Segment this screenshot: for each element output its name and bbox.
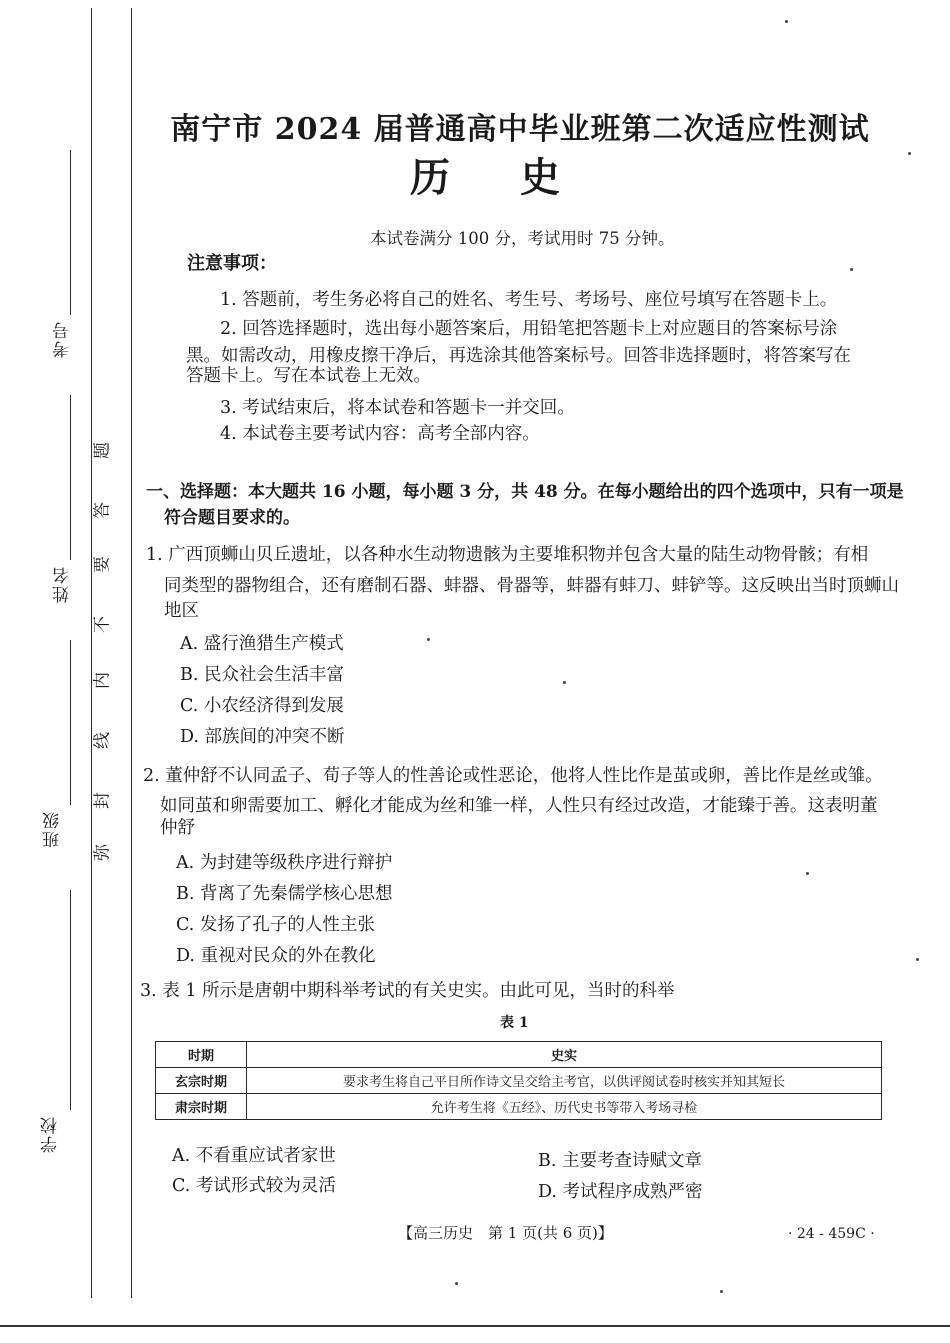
table-cell: 玄宗时期 [156,1068,247,1094]
seal-char: 题 [92,442,113,459]
option-a: A. 盛行渔猎生产模式 [180,634,344,654]
option-b: B. 背离了先秦儒学核心思想 [176,884,393,904]
scan-speck [785,20,788,23]
class-label: 班级 [43,810,63,848]
question-stem: 3. 表 1 所示是唐朝中期科举考试的有关史实。由此可见，当时的科举 [140,981,675,1001]
page-footer: 【高三历史 第 1 页(共 6 页)】 [398,1224,613,1242]
question-stem: 仲舒 [160,818,195,838]
notice-item: 3. 考试结束后，将本试卷和答题卡一并交回。 [220,398,575,418]
table-cell: 肃宗时期 [156,1094,247,1120]
table-caption: 表 1 [500,1015,529,1031]
option-a: A. 不看重应试者家世 [172,1146,336,1166]
table-header-row [156,1042,882,1068]
exam-no-label: 考号 [53,320,73,358]
seal-char: 线 [92,732,113,749]
option-d: D. 部族间的冲突不断 [180,727,345,747]
seal-char: 答 [92,502,113,519]
question-stem: 2. 董仲舒不认同孟子、荀子等人的性善论或性恶论，他将人性比作是茧或卵，善比作是丝或雏。 [143,766,883,786]
question-stem: 1. 广西顶蛳山贝丘遗址，以各种水生动物遗骸为主要堆积物并包含大量的陆生动物骨骸；有相 [146,545,869,565]
table-row [156,1068,882,1094]
question-stem: 同类型的器物组合，还有磨制石器、蚌器、骨器等，蚌器有蚌刀、蚌铲等。这反映出当时顶蛳山 [164,576,899,596]
option-b: B. 主要考查诗赋文章 [538,1151,702,1171]
seal-char: 封 [92,792,113,809]
scan-speck [427,638,430,641]
scan-speck [563,681,566,684]
notice-item: 1. 答题前，考生务必将自己的姓名、考生号、考场号、座位号填写在答题卡上。 [220,290,838,310]
seal-char: 弥 [92,844,113,861]
question-stem: 地区 [164,601,199,621]
scan-edge [0,1325,950,1327]
history-table [155,1041,882,1120]
seal-char: 内 [92,672,113,689]
seal-char: 要 [92,556,113,573]
scan-speck [908,152,911,155]
option-d: D. 考试程序成熟严密 [538,1182,703,1202]
option-c: C. 发扬了孔子的人性主张 [176,915,375,935]
scan-speck [850,268,853,271]
seal-char: 不 [92,616,113,633]
subject-title: 历史 [410,154,630,201]
question-stem: 如同茧和卵需要加工、孵化才能成为丝和雏一样，人性只有经过改造，才能臻于善。这表明董 [160,796,878,816]
class-blank [70,640,71,805]
notice-item: 答题卡上。写在本试卷上无效。 [186,366,431,386]
scan-speck [806,872,809,875]
scan-speck [455,1282,458,1285]
scan-speck [916,958,919,961]
notice-item: 2. 回答选择题时，选出每小题答案后，用铅笔把答题卡上对应题目的答案标号涂 [220,319,838,339]
option-b: B. 民众社会生活丰富 [180,665,344,685]
exam-code: · 24 - 459C · [788,1226,875,1242]
exam-title: 南宁市 2024 届普通高中毕业班第二次适应性测试 [170,112,870,147]
school-label: 学校 [41,1115,61,1153]
table-header-cell: 时期 [156,1042,247,1068]
name-label: 姓名 [53,565,73,603]
section-heading: 符合题目要求的。 [164,508,300,528]
option-a: A. 为封建等级秩序进行辩护 [176,853,393,873]
school-blank [70,890,71,1110]
table-cell: 允许考生将《五经》、历代史书等带入考场寻检 [247,1094,882,1120]
scan-speck [720,1290,723,1293]
section-heading: 一、选择题：本大题共 16 小题，每小题 3 分，共 48 分。在每小题给出的四个选项中，只有一项是 [146,482,904,502]
notice-heading: 注意事项： [187,253,277,274]
option-d: D. 重视对民众的外在教化 [176,946,376,966]
exam-info: 本试卷满分 100 分，考试用时 75 分钟。 [370,229,675,248]
option-c: C. 考试形式较为灵活 [172,1176,336,1196]
notice-item: 黑。如需改动，用橡皮擦干净后，再选涂其他答案标号。回答非选择题时，将答案写在 [186,346,851,366]
table-row [156,1094,882,1120]
option-c: C. 小农经济得到发展 [180,696,344,716]
table-header-cell: 史实 [247,1042,882,1068]
table-cell: 要求考生将自己平日所作诗文呈交给主考官，以供评阅试卷时核实并知其短长 [247,1068,882,1094]
name-blank [70,395,71,560]
notice-item: 4. 本试卷主要考试内容：高考全部内容。 [220,424,540,444]
